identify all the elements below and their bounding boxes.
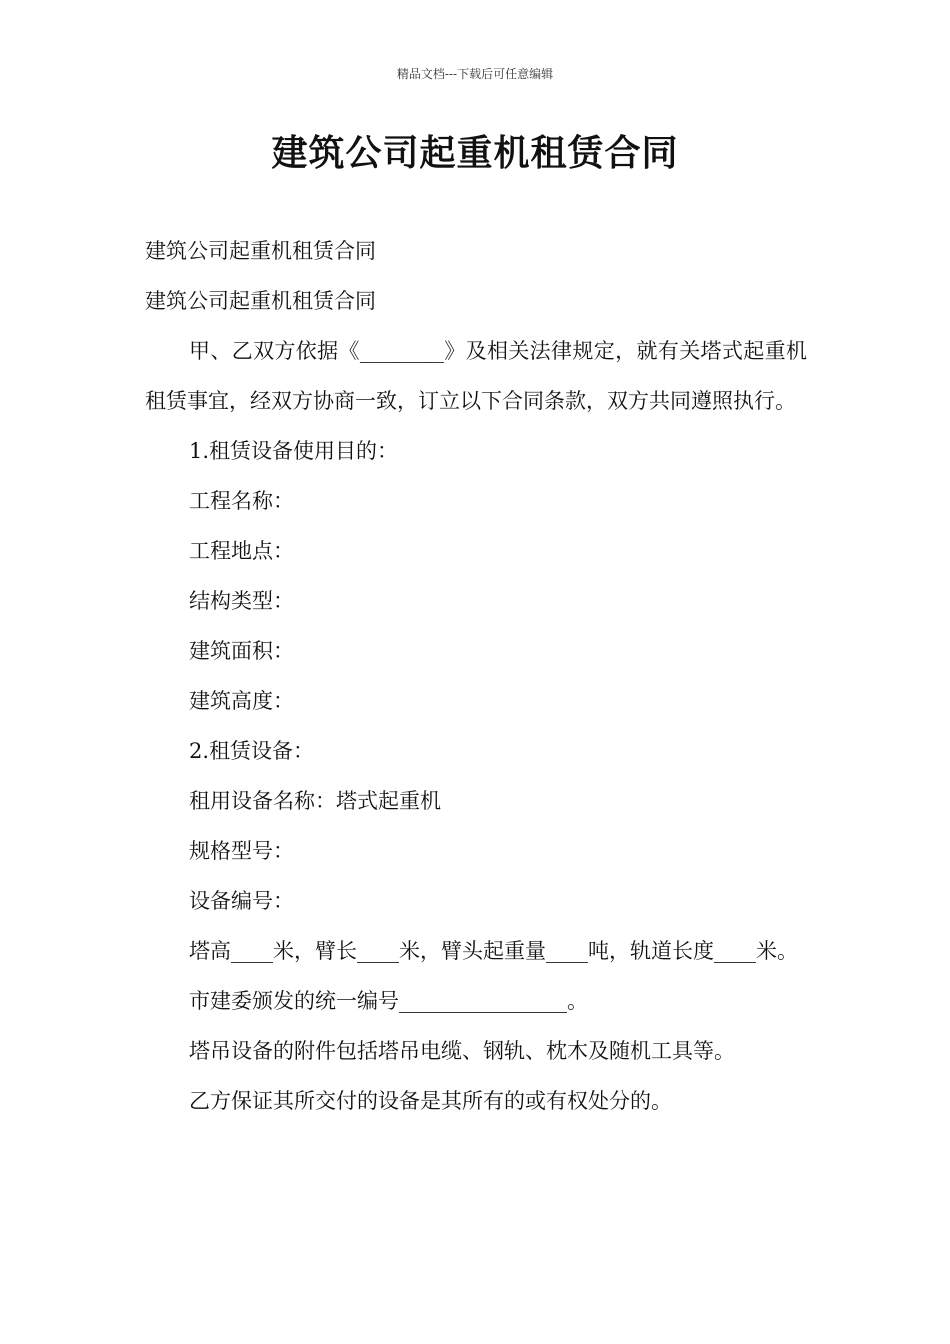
building-height-field: 建筑高度： [189, 689, 294, 713]
structure-type-field: 结构类型： [189, 589, 294, 613]
accessories-paragraph: 塔吊设备的附件包括塔吊电缆、钢轨、枕木及随机工具等。 [189, 1039, 735, 1063]
building-area-field: 建筑面积： [189, 639, 294, 663]
page-header-note: 精品文档---下载后可任意编辑 [396, 67, 554, 81]
equipment-name-field: 租用设备名称：塔式起重机 [189, 789, 441, 813]
document-title: 建筑公司起重机租赁合同 [271, 132, 679, 174]
section-2-heading: 2.租赁设备： [189, 739, 315, 763]
subtitle-line-repeat: 建筑公司起重机租赁合同 [145, 289, 376, 313]
project-name-field: 工程名称： [189, 489, 294, 513]
project-location-field: 工程地点： [189, 539, 294, 563]
guarantee-paragraph: 乙方保证其所交付的设备是其所有的或有权处分的。 [189, 1089, 672, 1113]
equipment-number-field: 设备编号： [189, 889, 294, 913]
subtitle-line: 建筑公司起重机租赁合同 [145, 239, 376, 263]
intro-paragraph: 甲、乙双方依据《________》及相关法律规定，就有关塔式起重机租赁事宜，经双方协商一致，订立以下合同条款，双方共同遵照执行。 [145, 339, 807, 413]
document-body [145, 226, 807, 1126]
unified-number-field: 市建委颁发的统一编号________________。 [189, 989, 588, 1013]
spec-model-field: 规格型号： [189, 839, 294, 863]
tower-params-paragraph: 塔高____米，臂长____米，臂头起重量____吨，轨道长度____米。 [189, 939, 798, 963]
section-1-heading: 1.租赁设备使用目的： [189, 439, 399, 463]
